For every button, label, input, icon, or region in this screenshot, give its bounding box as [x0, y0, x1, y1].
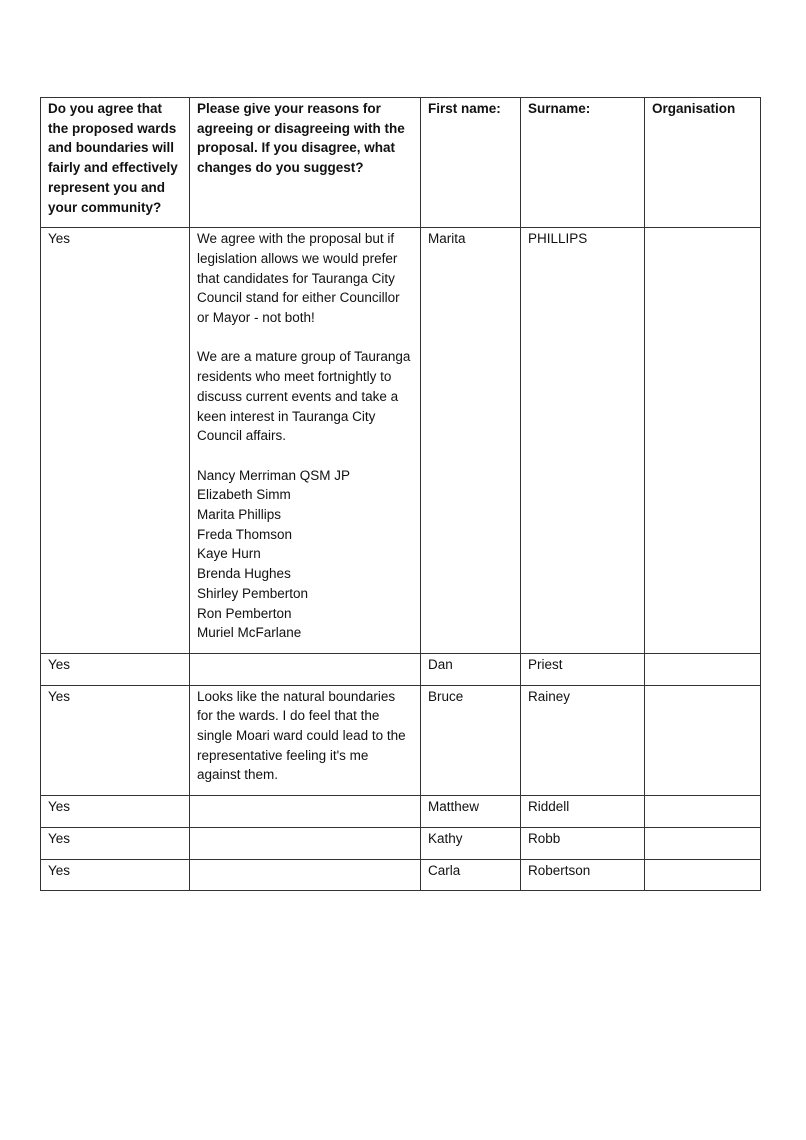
cell-first-name: Bruce	[421, 685, 521, 796]
cell-first-name: Kathy	[421, 827, 521, 859]
cell-reason	[190, 228, 421, 654]
cell-reason	[190, 796, 421, 828]
cell-surname: Riddell	[521, 796, 645, 828]
table-row	[41, 685, 761, 796]
table-row	[41, 827, 761, 859]
cell-organisation	[645, 685, 761, 796]
header-surname: Surname:	[521, 98, 645, 228]
cell-first-name: Carla	[421, 859, 521, 891]
cell-surname: PHILLIPS	[521, 228, 645, 654]
cell-agree: Yes	[41, 827, 190, 859]
cell-organisation	[645, 827, 761, 859]
submissions-table	[40, 97, 761, 891]
cell-surname: Robertson	[521, 859, 645, 891]
cell-reason	[190, 859, 421, 891]
cell-agree: Yes	[41, 859, 190, 891]
cell-reason: Looks like the natural boundaries for the wards. I do feel that the single Moari ward could lead to the representative feeling it's me against them.	[190, 685, 421, 796]
cell-reason	[190, 827, 421, 859]
header-first-name: First name:	[421, 98, 521, 228]
cell-first-name: Dan	[421, 653, 521, 685]
signatory-name: Muriel McFarlane	[197, 625, 302, 641]
signatory-list	[197, 466, 413, 643]
table-row	[41, 859, 761, 891]
table-row	[41, 796, 761, 828]
cell-surname: Priest	[521, 653, 645, 685]
reason-paragraph: We are a mature group of Tauranga residents who meet fortnightly to discuss current events and take a keen interest in Tauranga City Council affairs.	[197, 349, 411, 444]
header-agree: Do you agree that the proposed wards and boundaries will fairly and effectively represent you and your community?	[41, 98, 190, 228]
cell-agree: Yes	[41, 796, 190, 828]
signatory-name: Nancy Merriman QSM JP	[197, 467, 351, 483]
header-reasons: Please give your reasons for agreeing or disagreeing with the proposal. If you disagree, what changes do you suggest?	[190, 98, 421, 228]
reason-paragraph: We agree with the proposal but if legislation allows we would prefer that candidates for Tauranga City Council stand for either Councillor or Mayor - not both!	[197, 231, 400, 326]
header-organisation: Organisation	[645, 98, 761, 228]
header-row	[41, 98, 761, 228]
cell-surname: Rainey	[521, 685, 645, 796]
cell-agree: Yes	[41, 653, 190, 685]
signatory-name: Shirley Pemberton	[197, 585, 309, 601]
cell-organisation	[645, 228, 761, 654]
cell-reason	[190, 653, 421, 685]
cell-organisation	[645, 859, 761, 891]
cell-surname: Robb	[521, 827, 645, 859]
signatory-name: Elizabeth Simm	[197, 487, 291, 503]
cell-first-name: Marita	[421, 228, 521, 654]
table-row	[41, 653, 761, 685]
cell-first-name: Matthew	[421, 796, 521, 828]
signatory-name: Kaye Hurn	[197, 546, 261, 562]
signatory-name: Ron Pemberton	[197, 605, 292, 621]
signatory-name: Brenda Hughes	[197, 566, 291, 582]
table-row	[41, 228, 761, 654]
signatory-name: Marita Phillips	[197, 507, 282, 523]
cell-agree: Yes	[41, 228, 190, 654]
cell-organisation	[645, 653, 761, 685]
signatory-name: Freda Thomson	[197, 526, 293, 542]
cell-agree: Yes	[41, 685, 190, 796]
cell-organisation	[645, 796, 761, 828]
